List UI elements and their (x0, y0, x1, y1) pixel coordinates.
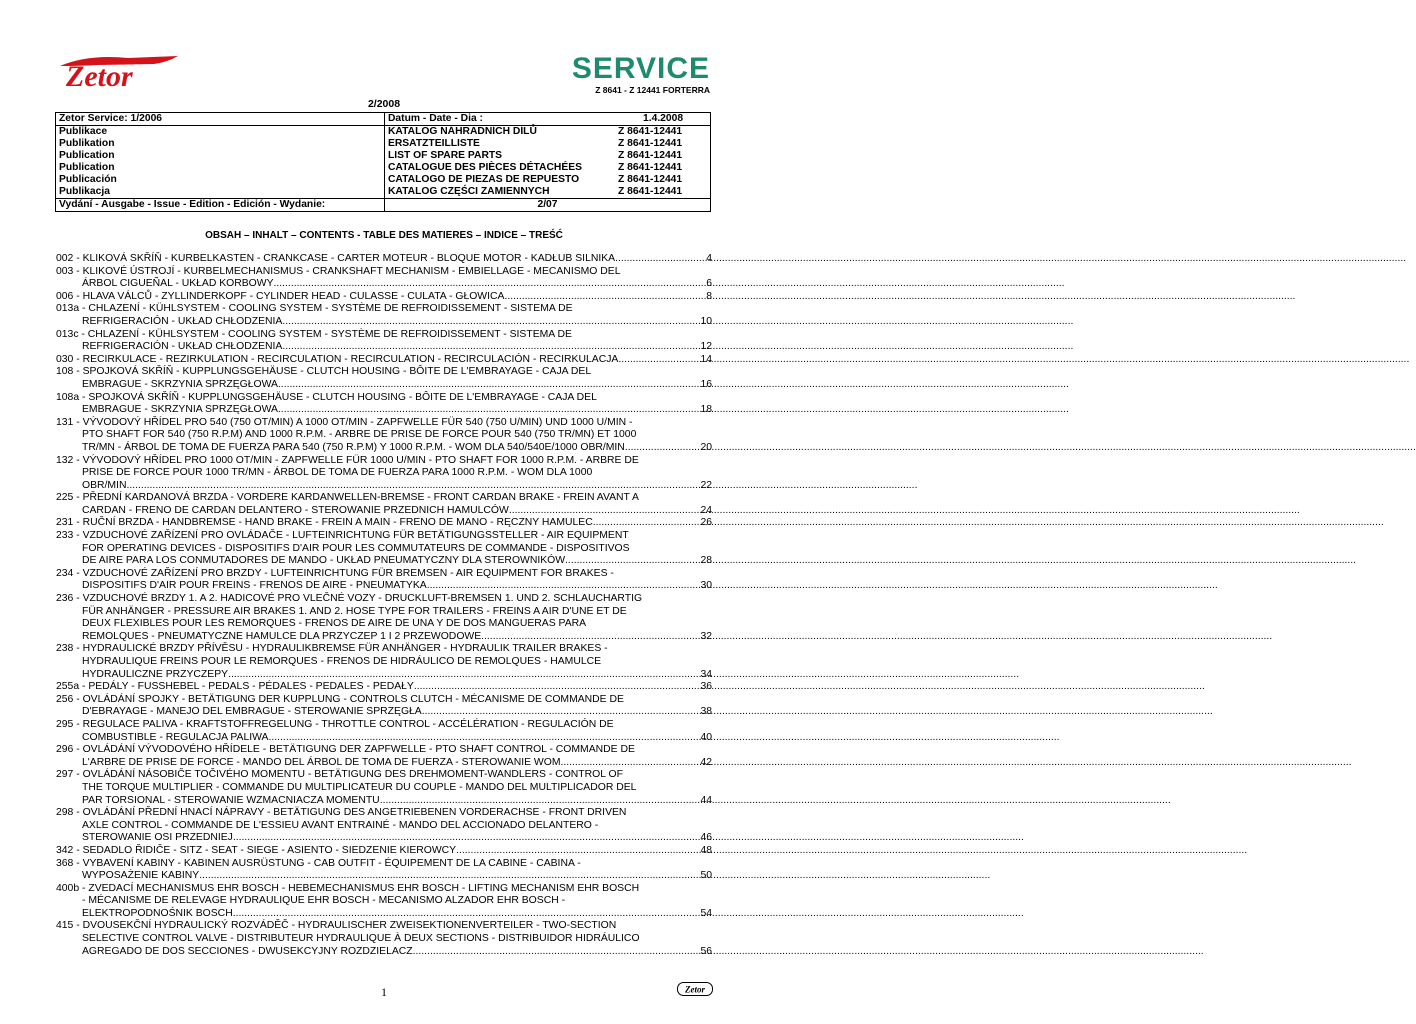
toc-page-number: 46 (700, 832, 712, 844)
toc-entry-text: 006 - HLAVA VÁLCŮ - ZYLLINDERKOPF - CYLINDER HEAD - CULASSE - CULATA - GŁOWICA (56, 290, 505, 302)
toc-entry-line (56, 253, 712, 266)
toc-entry-text: 231 - RUČNÍ BRZDA - HANDBREMSE - HAND BRAKE - FREIN A MAIN - FRENO DE MANO - RĘCZNY HAMULEC (56, 517, 593, 529)
toc-entry[interactable] (56, 643, 712, 681)
toc-entry-line (56, 480, 712, 493)
toc-entry-line (56, 341, 712, 354)
toc-entry-line (56, 908, 712, 921)
toc-entry[interactable] (56, 492, 712, 517)
toc-entry-line (56, 442, 712, 455)
toc-entry-line (56, 291, 712, 304)
toc-entry[interactable] (56, 845, 712, 858)
edition-value: 2/07 (385, 199, 711, 212)
toc-leader-dots (199, 870, 700, 883)
toc-entry-line (56, 417, 712, 430)
toc-entry-line (56, 543, 712, 556)
toc-entry-line (56, 782, 712, 795)
toc-entry-line (56, 429, 712, 442)
toc-entry-line (56, 870, 712, 883)
toc-entry-text: THE TORQUE MULTIPLIER - COMMANDE DU MULTIPLICATEUR DU COUPLE - MANDO DEL MULTIPLICADOR DEL (82, 781, 637, 793)
toc-entry-text: 003 - KLIKOVÉ ÚSTROJÍ - KURBELMECHANISMUS - CRANKSHAFT MECHANISM - EMBIELLAGE - MECANISMO DEL (56, 265, 621, 277)
toc-entry[interactable] (56, 883, 712, 921)
toc-leader-dots (481, 631, 700, 644)
toc-entry-text: 400b - ZVEDACÍ MECHANISMUS EHR BOSCH - HEBEMECHANISMUS EHR BOSCH - LIFTING MECHANISM EHR BOSCH (56, 882, 640, 894)
toc-entry-line (56, 379, 712, 392)
info-row (56, 186, 711, 199)
toc-page-number: 16 (700, 378, 712, 390)
toc-entry[interactable] (56, 807, 712, 845)
toc-entry-text: DEUX FLEXIBLES POUR LES REMORQUES - FRENOS DE AIRE DE UNA Y DE DOS MANGUERAS PARA (82, 618, 587, 630)
toc-entry[interactable] (56, 858, 712, 883)
toc-entry-text: 132 - VÝVODOVÝ HŘÍDEL PRO 1000 OT/MIN - ZAPFWELLE FÜR 1000 U/MIN - PTO SHAFT FOR 1000 R.P.M. - ARBRE DE (56, 454, 639, 466)
toc-entry-line (56, 744, 712, 757)
info-row-header (56, 113, 711, 126)
toc-entry-text: 342 - SEDADLO ŘIDIČE - SITZ - SEAT - SIEGE - ASIENTO - SIEDZENIE KIEROWCY (56, 844, 457, 856)
toc-page-number: 42 (700, 756, 712, 768)
toc-entry-line (56, 858, 712, 871)
toc-entry-line (56, 795, 712, 808)
toc-entry-line (56, 631, 712, 644)
toc-entry-text: OBR/MIN (82, 479, 127, 491)
toc-entry[interactable] (56, 366, 712, 391)
toc-entry-line (56, 820, 712, 833)
toc-entry-text: TR/MN - ÁRBOL DE TOMA DE FUERZA PARA 540 (750 R.P.M) Y 1000 R.P.M. - WOM DLA 540/540E/1000 OBR/MIN (82, 441, 625, 453)
toc-entry[interactable] (56, 593, 712, 643)
toc-entry-line (56, 895, 712, 908)
publication-code: Z 8641-12441 (618, 162, 683, 173)
toc-entry-text: 296 - OVLÁDÁNÍ VÝVODOVÉHO HŘÍDELE - BETÄTIGUNG DER ZAPFWELLE - PTO SHAFT CONTROL - COMMANDE DE (56, 744, 635, 756)
toc-entry-line (56, 694, 712, 707)
toc-entry[interactable] (56, 530, 712, 568)
toc-entry-text: REMOLQUES - PNEUMATYCZNE HAMULCE DLA PRZYCZEP 1 I 2 PRZEWODOWE (82, 630, 482, 642)
toc-entry-line (56, 266, 712, 279)
toc-entry-text: AXLE CONTROL - COMMANDE DE L'ESSIEU AVANT ENTRAINÉ - MANDO DEL ACCIONADO DELANTERO - (82, 819, 599, 831)
toc-entry[interactable] (56, 253, 712, 266)
toc-entry-text: 131 - VÝVODOVÝ HŘÍDEL PRO 540 (750 OT/MIN) A 1000 OT/MIN - ZAPFWELLE FÜR 540 (750 U/MIN) UND 1000 U/MIN - (56, 416, 633, 428)
toc-page-number: 14 (700, 353, 712, 365)
toc-entry-text: 234 - VZDUCHOVÉ ZAŘÍZENÍ PRO BRZDY - LUFTEINRICHTUNG FÜR BREMSEN - AIR EQUIPMENT FOR BRAKES - (56, 567, 614, 579)
zetor-logo-graphic (58, 52, 182, 92)
publication-label: Publikace (56, 126, 385, 139)
publication-code: Z 8641-12441 (618, 138, 683, 149)
toc-entry-text: L'ARBRE DE PRISE DE FORCE - MANDO DEL ÁRBOL DE TOMA DE FUERZA - STEROWANIE WOM (82, 756, 561, 768)
publication-title: CATALOGO DE PIEZAS DE REPUESTO (388, 174, 580, 185)
toc-leader-dots (282, 316, 700, 329)
issue-number: 2/2008 (367, 98, 401, 110)
toc-entry-text: CARDAN - FRENO DE CARDAN DELANTERO - STEROWANIE PRZEDNICH HAMULCÓW (82, 504, 509, 516)
toc-entry-line (56, 719, 712, 732)
toc-entry-line (56, 568, 712, 581)
toc-page-number: 54 (700, 907, 712, 919)
zetor-logo-text: Zetor (66, 60, 133, 93)
publication-code: Z 8641-12441 (618, 150, 683, 161)
toc-page-number: 40 (700, 731, 712, 743)
toc-entry-line (56, 618, 712, 631)
toc-entry-line (56, 505, 712, 518)
toc-entry-line (56, 757, 712, 770)
toc-entry-line (56, 492, 712, 505)
toc-entry-text: PAR TORSIONAL - STEROWANIE WZMACNIACZA MOMENTU (82, 794, 380, 806)
service-issue: Zetor Service: 1/2006 (56, 113, 385, 126)
toc-page-number: 34 (700, 668, 712, 680)
toc-entry-text: 368 - VYBAVENÍ KABINY - KABINEN AUSRÜSTUNG - CAB OUTFIT - ÉQUIPEMENT DE LA CABINE - CABINA - (56, 857, 581, 869)
toc-leader-dots (278, 379, 701, 392)
toc-entry-text: HYDRAULICZNE PRZYCZEPY (82, 668, 229, 680)
toc-entry[interactable] (56, 744, 712, 769)
toc-page-number: 32 (700, 630, 712, 642)
publication-title: KATALOG NÁHRADNÍCH DÍLŮ (388, 126, 537, 137)
toc-entry-text: STEROWANIE OSI PRZEDNIEJ (82, 832, 233, 844)
toc-entry-line (56, 278, 712, 291)
toc-entry[interactable] (56, 392, 712, 417)
publication-code: Z 8641-12441 (618, 186, 683, 197)
toc-entry-text: 236 - VZDUCHOVÉ BRZDY 1. A 2. HADICOVÉ PRO VLEČNÉ VOZY - DRUCKLUFT-BREMSEN 1. UND 2. SCHLAUCHARTIG (56, 593, 643, 605)
toc-entry-line (56, 883, 712, 896)
toc-entry-text: 013c - CHLAZENÍ - KÜHLSYSTEM - COOLING SYSTEM - SYSTÈME DE REFROIDISSEMENT - SISTEMA DE (56, 328, 572, 340)
publication-title: KATALOG CZĘŚCI ZAMIENNYCH (388, 186, 550, 197)
toc-entry-line (56, 832, 712, 845)
toc-entry-text: 255a - PEDÁLY - FUSSHEBEL - PEDALS - PÉDALES - PEDALES - PEDAŁY (56, 681, 414, 693)
toc-entry-line (56, 392, 712, 405)
toc-entry-line (56, 732, 712, 745)
info-table (55, 112, 711, 212)
toc-entry[interactable] (56, 694, 712, 719)
publication-title: CATALOGUE DES PIÈCES DÉTACHÉES (388, 162, 582, 173)
toc-entry-line (56, 845, 712, 858)
publication-label: Publication (56, 162, 385, 174)
info-row (56, 174, 711, 186)
toc-entry-line (56, 946, 712, 959)
toc-entry-text: 002 - KLIKOVÁ SKŘÍŇ - KURBELKASTEN - CRANKCASE - CARTER MOTEUR - BLOQUE MOTOR - KADŁUB SILNIKA (56, 253, 616, 264)
toc-page-number: 22 (700, 479, 712, 491)
toc-page-number: 24 (700, 504, 712, 516)
toc-entry-text: HYDRAULIQUE FREINS POUR LE REMORQUES - FRENOS DE HIDRÁULICO DE REMOLQUES - HAMULCE (82, 656, 602, 667)
toc-entry-text: SELECTIVE CONTROL VALVE - DISTRIBUTEUR HYDRAULIQUE À DEUX SECTIONS - DISTRIBUIDOR HIDRÁULICO (82, 933, 640, 945)
publication-code: Z 8641-12441 (618, 174, 683, 185)
toc-entry-line (56, 455, 712, 468)
toc-page-number: 8 (706, 290, 712, 302)
toc-entry-line (56, 404, 712, 417)
zetor-mini-logo (677, 982, 713, 996)
toc-entry-text: D'EBRAYAGE - MANEJO DEL EMBRAGUE - STEROWANIE SPRZĘGŁA (82, 706, 422, 718)
info-row (56, 126, 711, 139)
model-range: Z 8641 - Z 12441 FORTERRA (595, 85, 710, 95)
date-value: 1.4.2008 (615, 113, 711, 126)
toc-entry-text: ELEKTROPODNOŚNIK BOSCH (82, 907, 233, 919)
toc-leader-dots (282, 341, 700, 354)
toc-entry[interactable] (56, 303, 712, 328)
service-header (510, 52, 710, 95)
toc-leader-dots (427, 580, 701, 593)
toc-entry-text: 108a - SPOJKOVÁ SKŘÍŇ - KUPPLUNGSGEHÄUSE - CLUTCH HOUSING - BÔITE DE L'EMBRAYAGE - CAJA DEL (56, 391, 597, 403)
toc-entry-line (56, 517, 712, 530)
toc-leader-dots (269, 732, 701, 745)
toc-leader-dots (618, 354, 700, 367)
toc-page-number: 44 (700, 794, 712, 806)
toc-entry-text: REFRIGERACIÓN - UKŁAD CHŁODZENIA (82, 341, 283, 353)
page-number: 1 (381, 985, 387, 999)
toc-entry-text: FÜR ANHÄNGER - PRESSURE AIR BRAKES 1. AND 2. HOSE TYPE FOR TRAILERS - FREINS A AIR D'UNE ET DE (82, 605, 627, 617)
toc-entry-text: REFRIGERACIÓN - UKŁAD CHŁODZENIA (82, 315, 283, 327)
toc-entry-text: 013a - CHLAZENÍ - KÜHLSYSTEM - COOLING SYSTEM - SYSTÈME DE REFROIDISSEMENT - SISTEMA DE (56, 303, 573, 315)
toc-entry-line (56, 643, 712, 656)
toc-entry[interactable] (56, 354, 712, 367)
toc-entry-text: EMBRAGUE - SKRZYNIA SPRZĘGŁOWA (82, 404, 278, 416)
toc-entry[interactable] (56, 568, 712, 593)
toc-entry-text: 298 - OVLÁDÁNÍ PŘEDNÍ HNACÍ NÁPRAVY - BETÄTIGUNG DES ANGETRIEBENEN VORDERACHSE - FRONT DRIVEN (56, 807, 627, 819)
toc-leader-dots (233, 908, 701, 921)
toc-entry-line (56, 580, 712, 593)
toc-leader-dots (593, 517, 701, 530)
toc-entry-text: COMBUSTIBLE - REGULACJA PALIWA (82, 731, 269, 743)
publication-label: Publicación (56, 174, 385, 186)
toc-entry-text: DE AIRE PARA LOS CONMUTADORES DE MANDO - UKŁAD PNEUMATYCZNY DLA STEROWNIKÓW (82, 555, 566, 567)
toc-page-number: 36 (700, 681, 712, 693)
toc-entry-line (56, 329, 712, 342)
table-of-contents (56, 253, 712, 958)
toc-leader-dots (625, 442, 701, 455)
toc-entry-line (56, 706, 712, 719)
toc-entry-text: PRISE DE FORCE POUR 1000 TR/MN - ÁRBOL DE TOMA DE FUERZA PARA 1000 R.P.M. - WOM DLA 1000 (82, 467, 593, 479)
publication-title: LIST OF SPARE PARTS (388, 150, 503, 161)
toc-page-number: 38 (700, 706, 712, 718)
toc-entry[interactable] (56, 291, 712, 304)
toc-entry[interactable] (56, 329, 712, 354)
toc-leader-dots (380, 795, 701, 808)
toc-page-number: 50 (700, 870, 712, 882)
publication-label: Publikacja (56, 186, 385, 199)
info-row (56, 138, 711, 150)
toc-entry-line (56, 303, 712, 316)
toc-leader-dots (509, 505, 701, 518)
publication-title: ERSATZTEILLISTE (388, 138, 480, 149)
toc-leader-dots (413, 946, 701, 959)
edition-label: Vydání - Ausgabe - Issue - Edition - Edición - Wydanie: (56, 199, 385, 212)
toc-entry-text: 415 - DVOUSEKČNÍ HYDRAULICKÝ ROZVÁDĚČ - HYDRAULISCHER ZWEISEKTIONENVERTEILER - TWO-SECTION (56, 920, 617, 932)
toc-leader-dots (126, 480, 700, 493)
toc-page-number: 10 (700, 315, 712, 327)
toc-leader-dots (456, 845, 700, 858)
toc-page-number: 28 (700, 555, 712, 567)
toc-entry-text: ÁRBOL CIGUEÑAL - UKŁAD KORBOWY (82, 278, 274, 290)
toc-page-number: 26 (700, 517, 712, 529)
toc-entry-text: 108 - SPOJKOVÁ SKŘÍŇ - KUPPLUNGSGEHÄUSE - CLUTCH HOUSING - BÔITE DE L'EMBRAYAGE - CAJA DEL (56, 366, 592, 378)
toc-entry-line (56, 807, 712, 820)
toc-entry-line (56, 681, 712, 694)
toc-page-number: 56 (700, 945, 712, 957)
toc-page-number: 48 (700, 844, 712, 856)
toc-entry-line (56, 656, 712, 669)
toc-leader-dots (422, 706, 701, 719)
toc-entry-line (56, 555, 712, 568)
toc-entry-line (56, 366, 712, 379)
toc-leader-dots (278, 404, 701, 417)
toc-page-number: 30 (700, 580, 712, 592)
date-label: Datum - Date - Dia : (385, 113, 616, 126)
toc-entry-line (56, 354, 712, 367)
toc-entry[interactable] (56, 517, 712, 530)
toc-leader-dots (414, 681, 701, 694)
toc-entry-text: 256 - OVLÁDÁNÍ SPOJKY - BETÄTIGUNG DER KUPPLUNG - CONTROLS CLUTCH - MÉCANISME DE COMMANDE DE (56, 693, 624, 705)
toc-entry-text: FOR OPERATING DEVICES - DISPOSITIFS D'AIR POUR LES COMMUTATEURS DE COMMANDE - DISPOSITIVOS (82, 542, 630, 554)
toc-entry-line (56, 316, 712, 329)
toc-entry-line (56, 920, 712, 933)
toc-page-number: 6 (706, 278, 712, 290)
toc-entry-text: DISPOSITIFS D'AIR POUR FREINS - FRENOS DE AIRE - PNEUMATYKA (82, 580, 427, 592)
toc-entry-text: 225 - PŘEDNÍ KARDANOVÁ BRZDA - VORDERE KARDANWELLEN-BREMSE - FRONT CARDAN BRAKE - FREIN AVANT A (56, 492, 639, 504)
toc-leader-dots (565, 555, 700, 568)
toc-entry-line (56, 669, 712, 682)
toc-entry-text: 233 - VZDUCHOVÉ ZAŘÍZENÍ PRO OVLÁDAČE - LUFTEINRICHTUNG FÜR BETÄTIGUNGSSTELLER - AIR EQUIPMENT (56, 530, 629, 542)
publication-label: Publication (56, 150, 385, 162)
toc-leader-dots (228, 669, 700, 682)
toc-leader-dots (504, 291, 706, 304)
toc-entry[interactable] (56, 417, 712, 455)
toc-page-number: 4 (706, 253, 712, 264)
toc-leader-dots (615, 253, 706, 266)
toc-entry[interactable] (56, 681, 712, 694)
info-row (56, 150, 711, 162)
toc-entry-text: - MÉCANISME DE RELEVAGE HYDRAULIQUE EHR BOSCH - MECANISMO ALZADOR EHR BOSCH - (82, 895, 566, 907)
toc-entry-text: WYPOSAŻENIE KABINY (82, 870, 200, 882)
toc-leader-dots (560, 757, 700, 770)
service-title: SERVICE (571, 52, 710, 85)
edition-row (56, 199, 711, 212)
toc-entry-line (56, 769, 712, 782)
toc-entry[interactable] (56, 455, 712, 493)
toc-entry[interactable] (56, 719, 712, 744)
info-row (56, 162, 711, 174)
toc-page-number: 12 (700, 341, 712, 353)
toc-entry-text: 030 - RECIRKULACE - REZIRKULATION - RECIRCULATION - RECIRCULATION - RECIRCULACIÓN - RECIRKULACJA (56, 353, 619, 365)
mini-logo-text: Zetor (685, 984, 705, 995)
toc-entry-text: 295 - REGULACE PALIVA - KRAFTSTOFFREGELUNG - THROTTLE CONTROL - ACCÉLÉRATION - REGULACIÓN DE (56, 718, 614, 730)
toc-entry-text: EMBRAGUE - SKRZYNIA SPRZĘGŁOWA (82, 378, 278, 390)
toc-entry[interactable] (56, 769, 712, 807)
toc-entry-line (56, 933, 712, 946)
toc-entry-line (56, 593, 712, 606)
toc-entry-text: AGREGADO DE DOS SECCIONES - DWUSEKCYJNY ROZDZIELACZ (82, 945, 413, 957)
toc-leader-dots (274, 278, 707, 291)
publication-label: Publikation (56, 138, 385, 150)
toc-entry[interactable] (56, 266, 712, 291)
toc-entry-text: 297 - OVLÁDÁNÍ NÁSOBIČE TOČIVÉHO MOMENTU - BETÄTIGUNG DES DREHMOMENT-WANDLERS - CONTROL OF (56, 769, 623, 781)
toc-entry-text: 238 - HYDRAULICKÉ BRZDY PŘÍVĚSU - HYDRAULIKBREMSE FÜR ANHÄNGER - HYDRAULIK TRAILER BRAKES - (56, 643, 608, 655)
toc-entry[interactable] (56, 920, 712, 958)
toc-entry-line (56, 530, 712, 543)
zetor-logo (58, 52, 182, 92)
toc-entry-text: PTO SHAFT FOR 540 (750 R.P.M) AND 1000 R.P.M. - ARBRE DE PRISE DE FORCE POUR 540 (750 TR/MN) ET 1000 (82, 429, 637, 441)
toc-entry-line (56, 467, 712, 480)
toc-entry-line (56, 606, 712, 619)
publication-code: Z 8641-12441 (618, 126, 683, 137)
toc-leader-dots (233, 832, 701, 845)
toc-page-number: 20 (700, 441, 712, 453)
toc-title: OBSAH – INHALT – CONTENTS - TABLE DES MATIERES – INDICE – TREŚĆ (205, 230, 563, 241)
toc-page-number: 18 (700, 404, 712, 416)
